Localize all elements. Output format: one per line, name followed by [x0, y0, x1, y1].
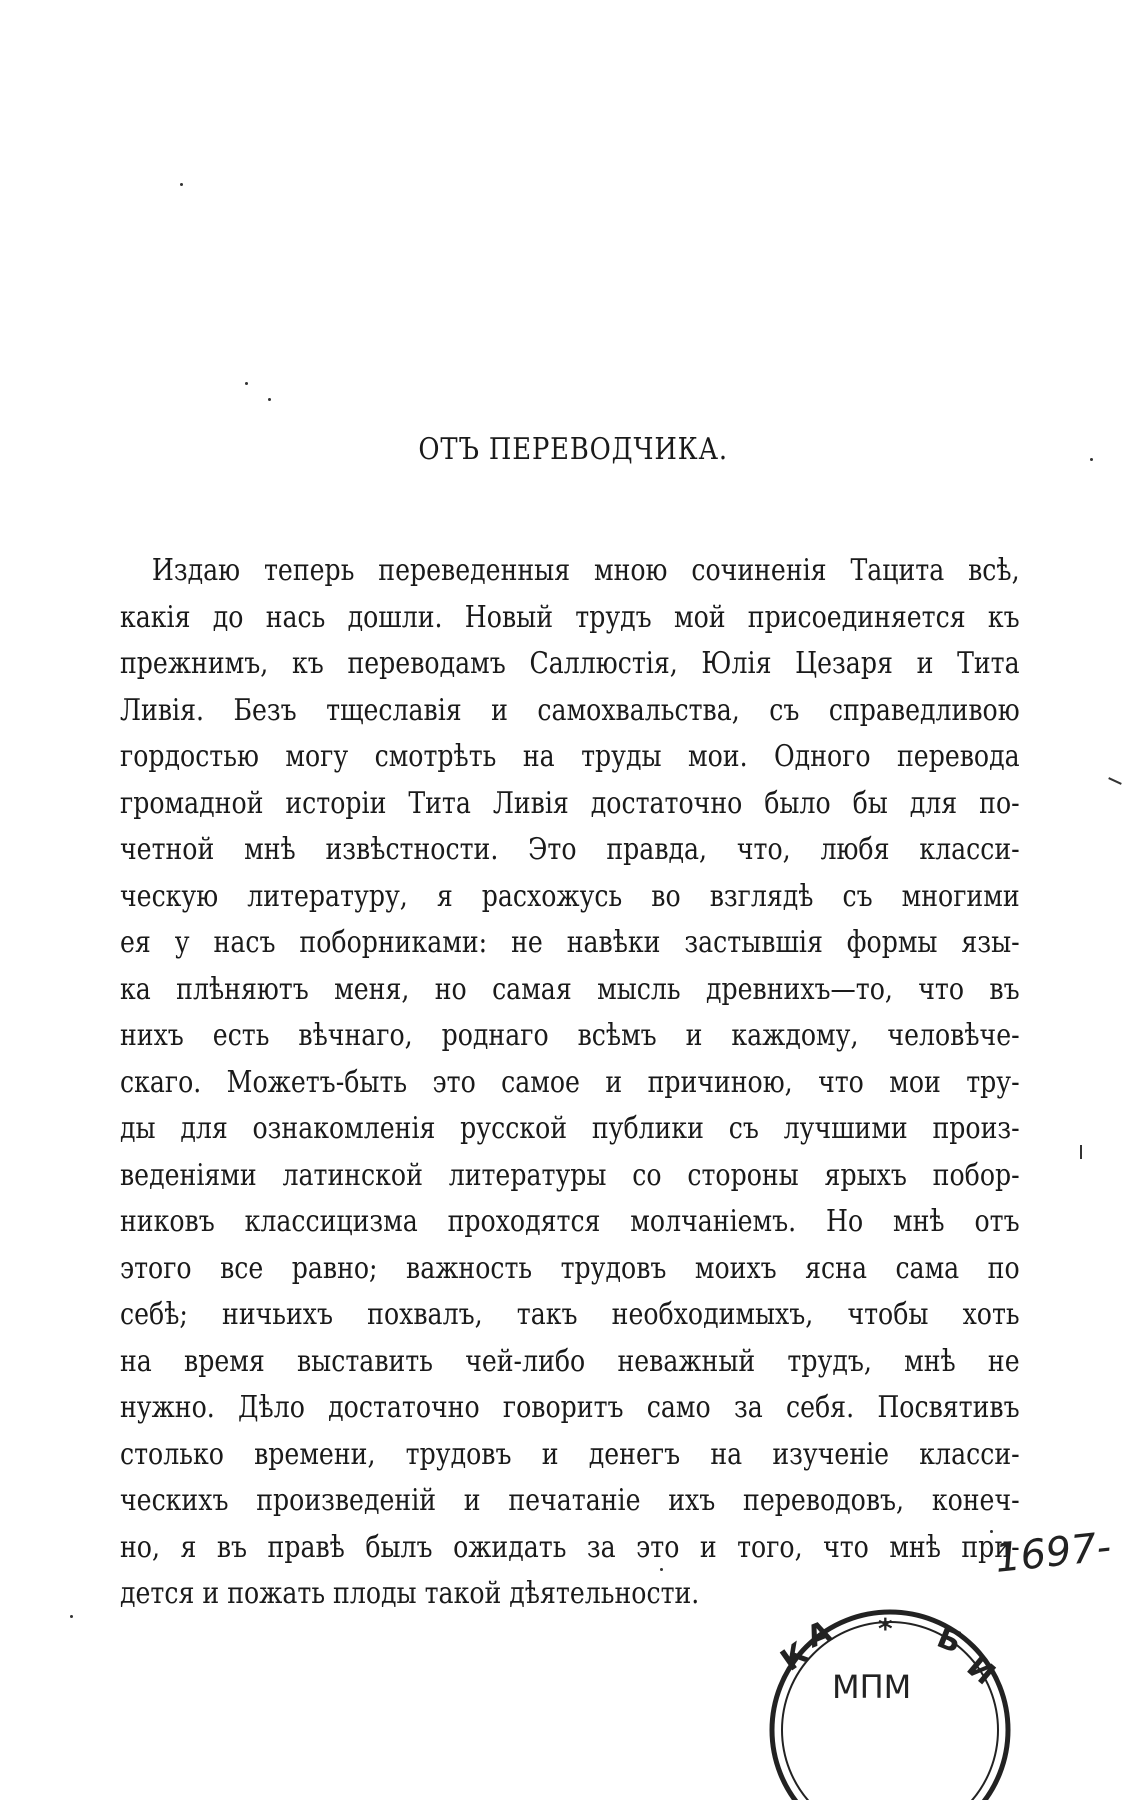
- text-line: ческихъ произведеній и печатаніе ихъ переводовъ, конеч-: [120, 1483, 1020, 1518]
- text-line: Ливія. Безъ тщеславія и самохвальства, съ справедливою: [120, 692, 1020, 728]
- print-speck: [268, 398, 271, 401]
- text-line: но, я въ правѣ былъ ожидать за это и того, что мнѣ при-: [120, 1529, 1020, 1565]
- library-stamp-icon: [760, 1600, 1020, 1800]
- svg-text:К: К: [774, 1635, 815, 1679]
- text-line: себѣ; ничьихъ похвалъ, такъ необходимыхъ, чтобы хоть: [120, 1297, 1020, 1332]
- text-line: никовъ классицизма проходятся молчаніемъ. Но мнѣ отъ: [120, 1204, 1020, 1239]
- print-speck: [1108, 777, 1122, 785]
- text-line: прежнимъ, къ переводамъ Саллюстія, Юлія Цезаря и Тита: [120, 646, 1020, 681]
- text-line: гордостью могу смотрѣть на труды мои. Одного перевода: [120, 739, 1020, 774]
- text-line: на время выставить чей-либо неважный трудъ, мнѣ не: [120, 1343, 1020, 1379]
- body-text: [120, 548, 1020, 1618]
- text-line: ды для ознакомленія русской публики съ лучшими произ-: [120, 1111, 1020, 1146]
- text-line: какія до нась дошли. Новый трудъ мой присоединяется къ: [120, 599, 1020, 635]
- text-line: ческую литературу, я расхожусь во взглядѣ съ многими: [120, 878, 1020, 914]
- svg-text:Б: Б: [932, 1619, 967, 1661]
- text-line: нужно. Дѣло достаточно говоритъ само за себя. Посвятивъ: [120, 1390, 1020, 1425]
- print-speck: [70, 1615, 73, 1618]
- text-line: Издаю теперь переведенныя мною сочиненія Тацита всѣ,: [151, 553, 1020, 588]
- text-line: столько времени, трудовъ и денегъ на изученіе класси-: [120, 1436, 1020, 1472]
- print-speck: [1090, 458, 1093, 461]
- text-line: ея у насъ поборниками: не навѣки застывшія формы язы-: [120, 925, 1020, 960]
- svg-text:*: *: [878, 1612, 893, 1645]
- print-speck: [180, 183, 183, 186]
- text-line: громадной исторіи Тита Ливія достаточно было бы для по-: [120, 785, 1020, 821]
- text-line: скаго. Можетъ-быть это самое и причиною, что мои тру-: [120, 1064, 1020, 1100]
- text-line: дется и пожать плоды такой дѣятельности.: [120, 1576, 700, 1611]
- svg-text:А: А: [801, 1614, 837, 1656]
- handwritten-number: 1697-: [992, 1524, 1114, 1582]
- print-speck: [245, 382, 248, 385]
- text-line: нихъ есть вѣчнаго, роднаго всѣмъ и каждому, человѣче-: [120, 1018, 1020, 1053]
- text-line: ка плѣняютъ меня, но самая мысль древнихъ—то, что въ: [120, 971, 1020, 1007]
- text-line: этого все равно; важность трудовъ моихъ ясна сама по: [120, 1250, 1020, 1286]
- text-line: веденіями латинской литературы со стороны ярыхъ побор-: [120, 1157, 1020, 1193]
- print-speck: [1080, 1145, 1082, 1159]
- svg-text:МПМ: МПМ: [832, 1668, 912, 1706]
- text-line: четной мнѣ извѣстности. Это правда, что, любя класси-: [120, 832, 1020, 867]
- svg-text:И: И: [959, 1649, 1002, 1693]
- page-title: ОТЪ ПЕРЕВОДЧИКА.: [418, 432, 728, 467]
